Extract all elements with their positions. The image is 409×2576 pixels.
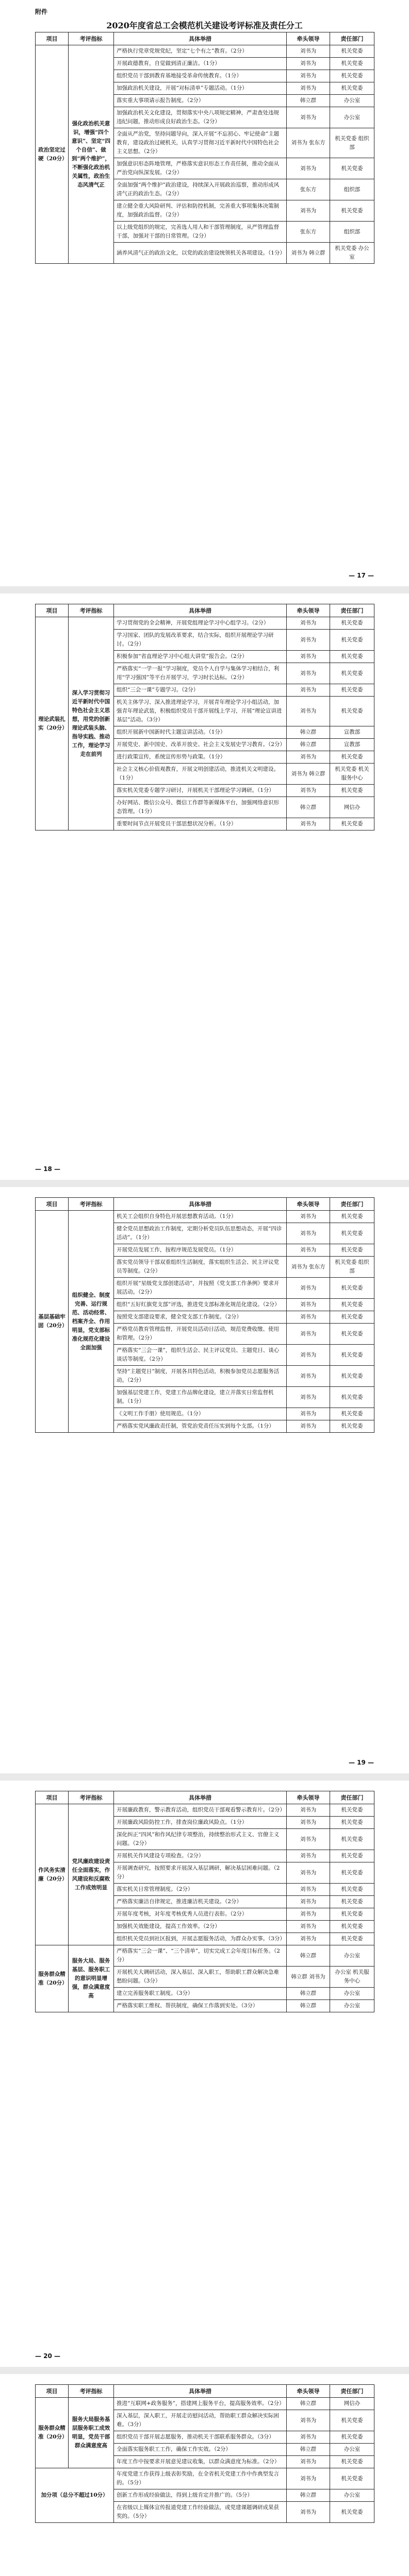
requirement-cell: 加强机关效能建设，提高工作效率。（2分） <box>114 1921 287 1933</box>
page-number: — 20 — <box>35 2352 61 2360</box>
requirement-cell: 机关主体学习、深入推进理论学习，开展青年理论学习小组活动，加强青年理论武装，积极组织党员干部开展线上学习，开展“理论宣讲进基层”活动。（3分） <box>114 697 287 726</box>
item-cell: 服务群众精准（20分） <box>36 1945 69 2012</box>
lead-cell: 刘书为 <box>287 1420 330 1433</box>
lead-cell: 刘书为 <box>287 617 330 630</box>
column-header: 牵头领导 <box>287 32 330 45</box>
requirement-cell: 建立完善服务职工制度。（3分） <box>114 1988 287 2000</box>
lead-cell: 韩立群 <box>287 1988 330 2000</box>
lead-cell: 刘书为 <box>287 1804 330 1817</box>
requirement-cell: 组织开展“星级党支部创建活动”，并按照《党支部工作条例》要求开展活动。（2分） <box>114 1278 287 1299</box>
unit-cell: 机关党委 <box>330 1223 374 1244</box>
column-header: 具体举措 <box>114 32 287 45</box>
requirement-cell: 重要时间节点开展党员干部思想状况分析。（1分） <box>114 818 287 831</box>
unit-cell: 机关党委 <box>330 751 374 764</box>
unit-cell: 机关党委 <box>330 1408 374 1420</box>
unit-cell: 宣教部 <box>330 726 374 739</box>
requirement-cell: 深入基层，深入职工，开展走访慰问活动，帮助职工群众解决实际困难。（3分） <box>114 2410 287 2431</box>
table-row <box>36 617 374 630</box>
lead-cell: 刘书为 <box>287 70 330 82</box>
unit-cell: 办公室 机关服务中心 <box>330 1967 374 1988</box>
requirement-cell: 全面从严治党，坚持问题导向，深入开展“不忘初心、牢记使命”主题教育，建设政治过硬机关，认真学习贯彻习近平新时代中国特色社会主义思想。（2分） <box>114 128 287 158</box>
column-header: 责任部门 <box>330 1791 374 1804</box>
lead-cell: 刘书为 <box>287 1299 330 1311</box>
lead-cell: 刘书为 <box>287 663 330 684</box>
unit-cell: 机关党委 <box>330 1862 374 1884</box>
lead-cell: 刘书为 <box>287 1408 330 1420</box>
requirement-cell: 严格落实职工维权、帮扶制度，确保工作落到实处。（3分） <box>114 2000 287 2012</box>
standards-table <box>35 2384 374 2523</box>
requirement-cell: 组织开展新中国新时代主题宣讲活动。（1分） <box>114 726 287 739</box>
lead-cell: 刘书为 <box>287 1884 330 1896</box>
indicator-cell: 深入学习贯彻习近平新时代中国特色社会主义思想，用党的创新理论武装头脑、指导实践、推动工作，理论学习走在前列 <box>69 617 114 831</box>
unit-cell: 机关党委 组织部 <box>330 128 374 158</box>
lead-cell: 韩立群 刘书为 <box>287 1967 330 1988</box>
column-header: 牵头领导 <box>287 1198 330 1211</box>
column-header: 项目 <box>36 604 69 617</box>
unit-cell: 办公室 <box>330 1945 374 1967</box>
requirement-cell: 涵养风清气正的政治文化，以党的政治建设统领机关各项建设。（1分） <box>114 243 287 264</box>
requirement-cell: 严格落实“三会一课”、“三个清单”，切实完成工会年度目标任务。（2分） <box>114 1945 287 1967</box>
lead-cell: 刘书为 <box>287 1829 330 1850</box>
requirement-cell: 开展党员发展工作，按程序规范发展党员。（1分） <box>114 1244 287 1257</box>
standards-table <box>35 32 374 264</box>
unit-cell: 机关党委 <box>330 1908 374 1921</box>
requirement-cell: 加强政治机关建设，开展“对标清单”专题活动。（1分） <box>114 82 287 95</box>
column-header: 牵头领导 <box>287 604 330 617</box>
unit-cell: 办公室 <box>330 2000 374 2012</box>
lead-cell: 刘书为 <box>287 2410 330 2431</box>
lead-cell: 刘书为 <box>287 107 330 128</box>
requirement-cell: 年度工作中按要求开展意见建议收集，以群众满意度为标准。（2分） <box>114 2456 287 2468</box>
lead-cell: 韩立群 <box>287 797 330 818</box>
unit-cell: 机关党委 <box>330 1366 374 1387</box>
requirement-cell: 落实重大事项请示报告制度。（2分） <box>114 95 287 107</box>
column-header: 具体举措 <box>114 1198 287 1211</box>
unit-cell: 机关党委 <box>330 2468 374 2489</box>
table-row <box>36 45 374 58</box>
unit-cell: 机关党委 <box>330 2456 374 2468</box>
lead-cell: 刘书为 <box>287 1908 330 1921</box>
lead-cell: 刘书为 <box>287 200 330 222</box>
lead-cell: 韩立群 <box>287 726 330 739</box>
item-cell: 加分项（总分不超过10分） <box>36 2468 114 2523</box>
lead-cell: 韩立群 <box>287 95 330 107</box>
column-header: 考评指标 <box>69 1198 114 1211</box>
lead-cell: 刘书为 <box>287 2456 330 2468</box>
lead-cell: 刘书为 <box>287 1896 330 1908</box>
requirement-cell: 落实机关党委专题学习研讨，开展机关干部理论学习调研。（1分） <box>114 785 287 797</box>
column-header: 考评指标 <box>69 2385 114 2398</box>
unit-cell: 组织部 <box>330 222 374 243</box>
unit-cell: 机关党委 机关服务中心 <box>330 764 374 785</box>
requirement-cell: 开展党史、新中国史、改革开放史、社会主义发展史学习教育。（2分） <box>114 739 287 751</box>
requirement-cell: 严格落实廉洁自律规定，推进廉洁机关建设。（2分） <box>114 1896 287 1908</box>
lead-cell: 韩立群 <box>287 2398 330 2410</box>
lead-cell: 刘书为 <box>287 2502 330 2523</box>
page-number: — 19 — <box>348 1759 374 1766</box>
column-header: 项目 <box>36 32 69 45</box>
lead-cell: 刘书为 <box>287 158 330 179</box>
unit-cell: 机关党委 <box>330 1299 374 1311</box>
unit-cell: 机关党委 <box>330 1311 374 1324</box>
requirement-cell: 严格落实“一学一报”学习制度，党员个人自学与集体学习相结合，利用“学习强国”等平台开展学习，学习时长达标。（2分） <box>114 663 287 684</box>
standards-table <box>35 1197 374 1433</box>
indicator-cell: 党风廉政建设责任全面落实，作风建设和反腐败工作成效明显 <box>69 1804 114 1945</box>
page-number: — 18 — <box>35 1165 61 1173</box>
column-header: 责任部门 <box>330 604 374 617</box>
unit-cell: 机关党委 <box>330 1278 374 1299</box>
requirement-cell: 开展廉政风险防控工作，排查岗位廉政风险点。（1分） <box>114 1817 287 1829</box>
unit-cell: 办公室 <box>330 2489 374 2502</box>
requirement-cell: 严格党员教育管理监督，开展党员活动日活动，规范党费收缴、使用和管理。（2分） <box>114 1324 287 1345</box>
requirement-cell: 加强意识形态阵地管理，严格落实意识形态工作责任制，推动全面从严治党向纵深发展。（2分） <box>114 158 287 179</box>
requirement-cell: 落实机关日常管理制度。（2分） <box>114 1884 287 1896</box>
requirement-cell: 年度党建工作获得上级表彰奖励，在全省机关党建工作中作典型发言的。（5分） <box>114 2468 287 2489</box>
table-row <box>36 1945 374 1967</box>
table-header-row <box>36 32 374 45</box>
requirement-cell: 开展政德教育，自觉做到清正廉洁。（1分） <box>114 58 287 70</box>
requirement-cell: 进行政策宣传，系统宣传形势与政策。（1分） <box>114 751 287 764</box>
lead-cell: 刘书为 <box>287 45 330 58</box>
requirement-cell: 严格落实“三会一课”，组织生活会、民主评议党员、主题党日、谈心谈话等制度。（2分） <box>114 1345 287 1366</box>
standards-table <box>35 604 374 831</box>
requirement-cell: 机关工会组织自身特色开展思想教育活动。（1分） <box>114 1211 287 1223</box>
lead-cell: 刘书为 <box>287 1850 330 1862</box>
lead-cell: 刘书为 <box>287 785 330 797</box>
lead-cell: 刘书为 <box>287 2431 330 2444</box>
requirement-cell: 加强政治机关文化建设，贯彻落实中央八项规定精神，严肃查处违规违纪问题，推动形成良好政治生态。（2分） <box>114 107 287 128</box>
requirement-cell: 落实党员领导干部双重组织生活制度，落实组织生活会、民主评议党员等制度。（2分） <box>114 1257 287 1278</box>
requirement-cell: 严格落实党风廉政责任制，管党治党责任压实到每个支部。（1分） <box>114 1420 287 1433</box>
column-header: 责任部门 <box>330 1198 374 1211</box>
unit-cell: 机关党委 <box>330 1933 374 1945</box>
requirement-cell: 开展年度考核，对年度考核优秀人员进行表彰。（2分） <box>114 1908 287 1921</box>
requirement-cell: 开展机关大调研活动，深入基层、深入职工，帮助职工群众解决急难愁盼问题。（3分） <box>114 1967 287 1988</box>
table-row <box>36 1211 374 1223</box>
unit-cell: 网信办 <box>330 797 374 818</box>
indicator-cell: 组织健全、制度完善、运行规范、活动经常、档案齐全、作用明显，党支部标准化规范化建设全面加强 <box>69 1211 114 1433</box>
indicator-cell: 服务大局服务基层服务职工成效明显，党员干部群众满意度高 <box>69 2398 114 2468</box>
requirement-cell: 积极参加“省直理论学习中心组大讲堂”报告会。（2分） <box>114 651 287 663</box>
table-header-row <box>36 604 374 617</box>
unit-cell: 机关党委 <box>330 2431 374 2444</box>
unit-cell: 机关党委 <box>330 1817 374 1829</box>
lead-cell: 刘书为 <box>287 630 330 651</box>
requirement-cell: 组织机关党员到社区报到，开展志愿服务活动，为群众办实事。（3分） <box>114 1933 287 1945</box>
column-header: 责任部门 <box>330 32 374 45</box>
column-header: 具体举措 <box>114 1791 287 1804</box>
requirement-cell: 严格执行党章党规党纪，坚定“七个有之”教育。（2分） <box>114 45 287 58</box>
unit-cell: 机关党委 <box>330 630 374 651</box>
table-row <box>36 2398 374 2410</box>
item-cell: 作风务实清廉（20分） <box>36 1804 69 1945</box>
unit-cell: 机关党委 <box>330 45 374 58</box>
lead-cell: 刘书为 <box>287 1311 330 1324</box>
column-header: 责任部门 <box>330 2385 374 2398</box>
lead-cell: 刘书为 <box>287 1366 330 1387</box>
unit-cell: 机关党委 <box>330 1896 374 1908</box>
lead-cell: 刘书为 <box>287 1933 330 1945</box>
unit-cell: 机关党委 <box>330 200 374 222</box>
item-cell: 理论武装扎实（20分） <box>36 617 69 831</box>
lead-cell: 刘书为 张东方 <box>287 1257 330 1278</box>
lead-cell: 刘书为 <box>287 818 330 831</box>
unit-cell: 机关党委 <box>330 1884 374 1896</box>
lead-cell: 刘书为 <box>287 697 330 726</box>
lead-cell: 韩立群 <box>287 2444 330 2456</box>
standards-table <box>35 1791 374 2012</box>
requirement-cell: 组织党员干部开展志愿服务，推动机关干部联系服务群众。（3分） <box>114 2431 287 2444</box>
requirement-cell: 《文明工作手册》使用规范。（1分） <box>114 1408 287 1420</box>
unit-cell: 组织部 <box>330 179 374 200</box>
unit-cell: 机关党委 <box>330 785 374 797</box>
requirement-cell: 在省级以上媒体宣传报道党建工作经验做法，或党建课题调研成果获奖的。（5分） <box>114 2502 287 2523</box>
requirement-cell: 全面落实服务职工工作，确保工作实效。（2分） <box>114 2444 287 2456</box>
unit-cell: 机关党委 <box>330 818 374 831</box>
unit-cell: 机关党委 <box>330 1324 374 1345</box>
unit-cell: 机关党委 <box>330 1420 374 1433</box>
lead-cell: 刘书为 韩立群 <box>287 243 330 264</box>
table-header-row <box>36 1198 374 1211</box>
unit-cell: 机关党委 <box>330 70 374 82</box>
column-header: 具体举措 <box>114 604 287 617</box>
lead-cell: 刘书为 <box>287 684 330 697</box>
unit-cell: 办公室 <box>330 95 374 107</box>
lead-cell: 韩立群 <box>287 2489 330 2502</box>
lead-cell: 刘书为 <box>287 1817 330 1829</box>
requirement-cell: 社会主义核心价值观教育，开展文明创建活动，推进机关文明建设。（1分） <box>114 764 287 785</box>
column-header: 具体举措 <box>114 2385 287 2398</box>
lead-cell: 张东方 <box>287 222 330 243</box>
unit-cell: 机关党委 <box>330 1921 374 1933</box>
column-header: 考评指标 <box>69 1791 114 1804</box>
unit-cell: 办公室 <box>330 107 374 128</box>
unit-cell: 宣教部 <box>330 739 374 751</box>
item-cell: 服务群众精准（20分） <box>36 2398 69 2468</box>
page-number: — 17 — <box>348 572 374 579</box>
item-cell: 政治坚定过硬（20分） <box>36 45 69 264</box>
unit-cell: 机关党委 <box>330 1211 374 1223</box>
table-row <box>36 2468 374 2489</box>
lead-cell: 刘书为 <box>287 58 330 70</box>
indicator-cell: 强化政治机关意识，增强“四个意识”、坚定“四个自信”、做到“两个维护”，不断强化政治机关属性，政治生态风清气正 <box>69 45 114 264</box>
requirement-cell: 开展机关作风建设专项检查。（2分） <box>114 1850 287 1862</box>
unit-cell: 机关党委 <box>330 663 374 684</box>
unit-cell: 机关党委 <box>330 697 374 726</box>
requirement-cell: 组织“五好红旗党支部”评选，推进党支部标准化规范化建设。（2分） <box>114 1299 287 1311</box>
column-header: 牵头领导 <box>287 2385 330 2398</box>
unit-cell: 机关党委 <box>330 1244 374 1257</box>
column-header: 牵头领导 <box>287 1791 330 1804</box>
requirement-cell: 以上级党组织的规定，完善选人用人和干部管理制度，从严管理监督干部，加强对干部的日常管理。（2分） <box>114 222 287 243</box>
unit-cell: 办公室 <box>330 1988 374 2000</box>
requirement-cell: 健全党员思想政治工作制度，定期分析党员队伍思想动态，开展“四诊活动”。（1分） <box>114 1223 287 1244</box>
column-header: 项目 <box>36 2385 69 2398</box>
lead-cell: 刘书为 <box>287 82 330 95</box>
lead-cell: 刘书为 <box>287 1387 330 1408</box>
unit-cell: 机关党委 <box>330 158 374 179</box>
lead-cell: 张东方 <box>287 179 330 200</box>
unit-cell: 机关党委 <box>330 82 374 95</box>
lead-cell: 刘书为 <box>287 1862 330 1884</box>
table-header-row <box>36 2385 374 2398</box>
requirement-cell: 开展调查研究，按照要求开展深入基层调研，解决基层困难问题。（2分） <box>114 1862 287 1884</box>
indicator-cell: 服务大局、服务基层、服务职工的意识明显增强，群众满意度高 <box>69 1945 114 2012</box>
requirement-cell: 建立健全重大风险研判、评估和防控机制，完善重大事项集体决策制度，加强政治监督。（2分） <box>114 200 287 222</box>
unit-cell: 办公室 <box>330 2444 374 2456</box>
attachment-label: 附件 <box>35 8 48 15</box>
requirement-cell: 组织党员干部到教育基地接受革命传统教育。（1分） <box>114 70 287 82</box>
unit-cell: 机关党委 办公室 <box>330 243 374 264</box>
column-header: 考评指标 <box>69 32 114 45</box>
lead-cell: 刘书为 <box>287 1211 330 1223</box>
unit-cell: 机关党委 <box>330 1345 374 1366</box>
unit-cell: 机关党委 <box>330 58 374 70</box>
lead-cell: 韩立群 <box>287 1945 330 1967</box>
requirement-cell: 全面加强“两个维护”政治建设，持续深入开展政治巡察，推动形成风清气正的政治生态。（2分） <box>114 179 287 200</box>
lead-cell: 刘书为 韩立群 <box>287 764 330 785</box>
lead-cell: 刘书为 <box>287 651 330 663</box>
lead-cell: 刘书为 <box>287 1921 330 1933</box>
unit-cell: 机关党委 <box>330 651 374 663</box>
table-row <box>36 1804 374 1817</box>
lead-cell: 刘书为 <box>287 1223 330 1244</box>
unit-cell: 机关党委 <box>330 617 374 630</box>
requirement-cell: 学习国家、团队的发展改革要求，结合实际，组织开展理论学习研讨。（2分） <box>114 630 287 651</box>
requirement-cell: 按照党支部建设要求，健全党支部工作制度。（2分） <box>114 1311 287 1324</box>
lead-cell: 刘书为 <box>287 1244 330 1257</box>
lead-cell: 刘书为 张东方 <box>287 128 330 158</box>
unit-cell: 机关党委 <box>330 2502 374 2523</box>
table-header-row <box>36 1791 374 1804</box>
requirement-cell: 办好网站、微信公众号、微信工作群等新媒体平台，加强网络意识形态管理。（1分） <box>114 797 287 818</box>
lead-cell: 刘书为 <box>287 1278 330 1299</box>
unit-cell: 机关党委 组织部 <box>330 1257 374 1278</box>
column-header: 考评指标 <box>69 604 114 617</box>
lead-cell: 刘书为 <box>287 1324 330 1345</box>
requirement-cell: 开展廉政教育，警示教育活动，组织党员干部观看警示教育片。（2分） <box>114 1804 287 1817</box>
item-cell: 基层基础牢固（20分） <box>36 1211 69 1433</box>
unit-cell: 机关党委 <box>330 1829 374 1850</box>
lead-cell: 刘书为 <box>287 1345 330 1366</box>
requirement-cell: 学习贯彻党的全会精神，开展党组理论学习中心组学习。（2分） <box>114 617 287 630</box>
column-header: 项目 <box>36 1791 69 1804</box>
unit-cell: 机关党委 <box>330 1804 374 1817</box>
requirement-cell: 创新工作形成经验做法，得到上级肯定并推广的。（5分） <box>114 2489 287 2502</box>
column-header: 项目 <box>36 1198 69 1211</box>
unit-cell: 机关党委 <box>330 684 374 697</box>
requirement-cell: 组织“三会一课”专题学习。（2分） <box>114 684 287 697</box>
requirement-cell: 深化纠正“四风”和作风纪律专项整治，持续整治形式主义、官僚主义问题。（2分） <box>114 1829 287 1850</box>
lead-cell: 韩立群 <box>287 2000 330 2012</box>
unit-cell: 网信办 <box>330 2398 374 2410</box>
unit-cell: 机关党委 <box>330 1387 374 1408</box>
unit-cell: 机关党委 <box>330 2410 374 2431</box>
lead-cell: 刘书为 <box>287 751 330 764</box>
lead-cell: 刘书为 <box>287 2468 330 2489</box>
requirement-cell: 推进“互联网+政务服务”，搭建网上服务平台，提高服务效率。（2分） <box>114 2398 287 2410</box>
requirement-cell: 加强基层党建工作，党建工作品牌化建设，建立并落实日常监督机制。（1分） <box>114 1387 287 1408</box>
document-title: 2020年度省总工会模范机关建设考评标准及责任分工 <box>106 21 303 30</box>
lead-cell: 韩立群 <box>287 739 330 751</box>
requirement-cell: 坚持“主题党日”制度，开展各具特色活动，积极参加党员志愿服务活动。（2分） <box>114 1366 287 1387</box>
unit-cell: 机关党委 <box>330 1850 374 1862</box>
